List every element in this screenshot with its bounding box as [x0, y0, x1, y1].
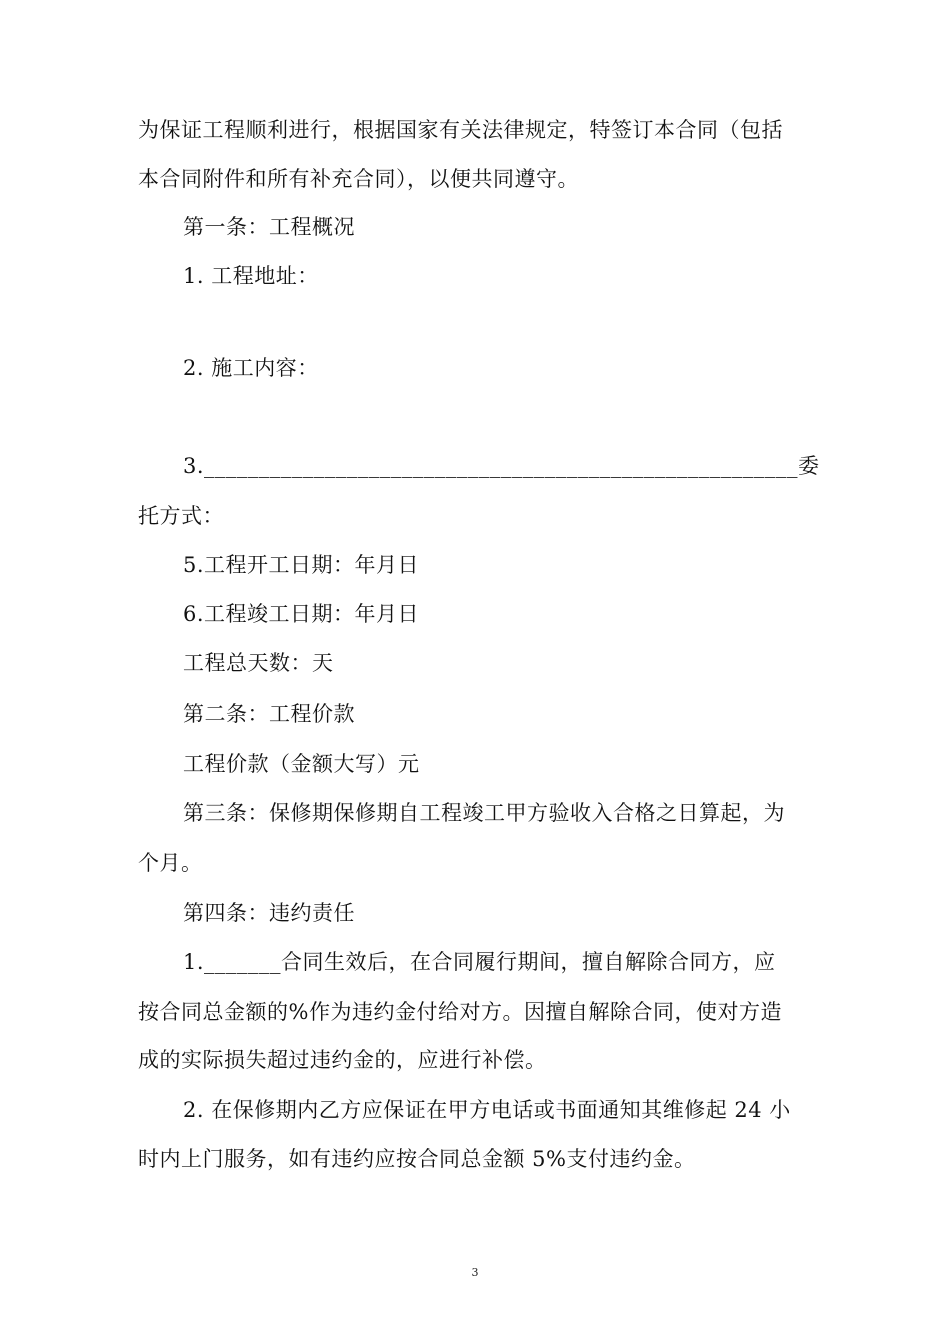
section-heading: 第三条：保修期保修期自工程竣工甲方验收入合格之日算起，为: [183, 801, 785, 825]
list-item: 1. 工程地址：: [183, 264, 319, 288]
section-heading: 第一条：工程概况: [183, 215, 355, 239]
list-item: 6.工程竣工日期：年月日: [183, 602, 420, 626]
page-number: 3: [471, 1266, 479, 1279]
paragraph-line: 工程价款（金额大写）元: [183, 752, 420, 776]
list-item: 2. 在保修期内乙方应保证在甲方电话或书面通知其维修起 24 小: [183, 1098, 791, 1122]
list-item: 3.______________________________________________________委: [183, 454, 820, 478]
list-item: 2. 施工内容：: [183, 356, 319, 380]
list-item: 1._______合同生效后，在合同履行期间，擅自解除合同方，应: [183, 950, 776, 974]
list-item: 5.工程开工日期：年月日: [183, 553, 420, 577]
paragraph-line: 为保证工程顺利进行，根据国家有关法律规定，特签订本合同（包括: [138, 118, 783, 142]
section-heading: 第二条：工程价款: [183, 702, 355, 726]
paragraph-line: 本合同附件和所有补充合同），以便共同遵守。: [138, 167, 579, 191]
section-heading: 第四条：违约责任: [183, 901, 355, 925]
paragraph-line: 个月。: [138, 851, 203, 875]
paragraph-line: 按合同总金额的%作为违约金付给对方。因擅自解除合同，使对方造: [138, 1000, 782, 1024]
paragraph-line: 工程总天数：天: [183, 651, 334, 675]
paragraph-line: 成的实际损失超过违约金的，应进行补偿。: [138, 1048, 547, 1072]
paragraph-line: 托方式：: [138, 504, 224, 528]
paragraph-line: 时内上门服务，如有违约应按合同总金额 5%支付违约金。: [138, 1147, 696, 1171]
